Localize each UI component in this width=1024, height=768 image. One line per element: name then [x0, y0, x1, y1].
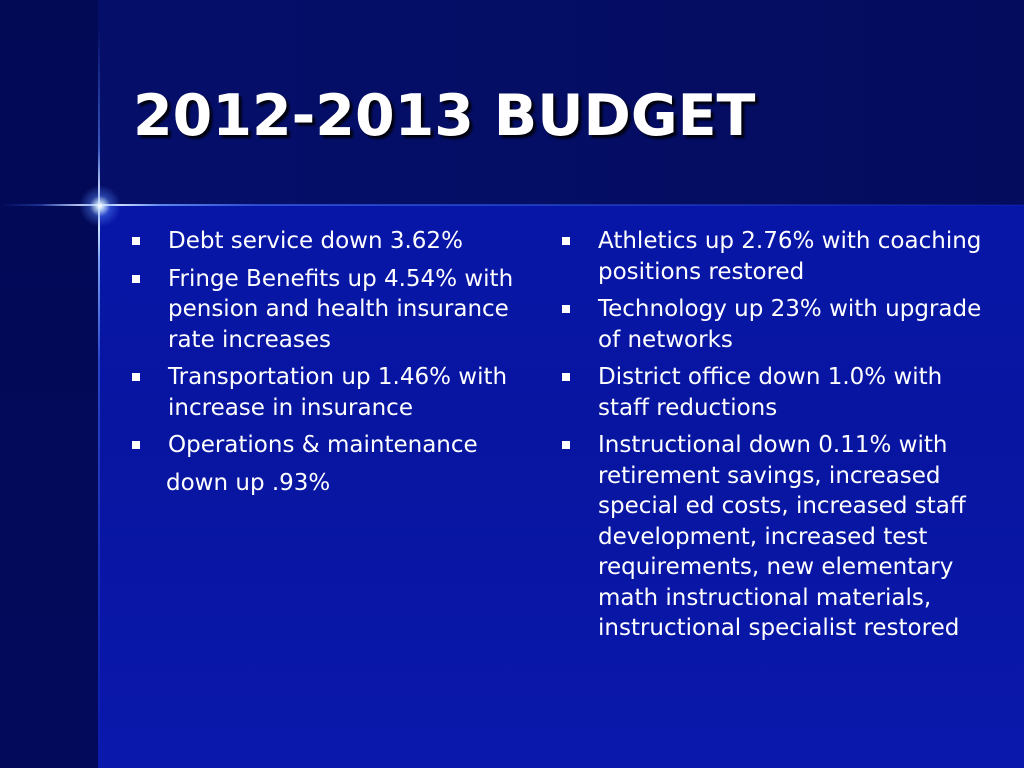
left-decorative-strip — [0, 0, 98, 768]
left-bullet-list — [130, 226, 525, 505]
square-bullet-icon — [132, 373, 140, 381]
square-bullet-icon — [132, 275, 140, 283]
square-bullet-icon — [562, 237, 570, 245]
list-item-continuation — [130, 468, 525, 499]
list-item-text: District office down 1.0% with staff reductions — [598, 364, 943, 421]
square-bullet-icon — [132, 441, 140, 449]
list-item-text: Debt service down 3.62% — [168, 228, 463, 254]
list-item-text: down up .93% — [166, 469, 331, 496]
list-item — [560, 430, 1000, 644]
list-item — [560, 294, 1000, 355]
square-bullet-icon — [562, 373, 570, 381]
list-item-text: Athletics up 2.76% with coaching positions restored — [598, 228, 982, 285]
list-item — [130, 226, 525, 257]
right-bullet-list — [560, 226, 1000, 651]
list-item — [130, 430, 525, 461]
vertical-accent-line — [98, 30, 100, 768]
list-item-text: Operations & maintenance — [168, 432, 478, 458]
list-item — [560, 362, 1000, 423]
list-item-text: Technology up 23% with upgrade of networks — [598, 296, 982, 353]
list-item-text: Transportation up 1.46% with increase in insurance — [168, 364, 508, 421]
list-item — [130, 362, 525, 423]
square-bullet-icon — [562, 305, 570, 313]
list-item-text: Instructional down 0.11% with retirement savings, increased special ed costs, increased staff development, increased test requirements, new elementary math instructional materials, instructional specialist restored — [598, 432, 966, 641]
slide-title: 2012-2013 BUDGET — [133, 83, 756, 149]
list-item — [560, 226, 1000, 287]
list-item — [130, 264, 525, 356]
square-bullet-icon — [562, 441, 570, 449]
sparkle-star-icon — [79, 185, 121, 227]
square-bullet-icon — [132, 237, 140, 245]
list-item-text: Fringe Benefits up 4.54% with pension and health insurance rate increases — [168, 265, 514, 353]
